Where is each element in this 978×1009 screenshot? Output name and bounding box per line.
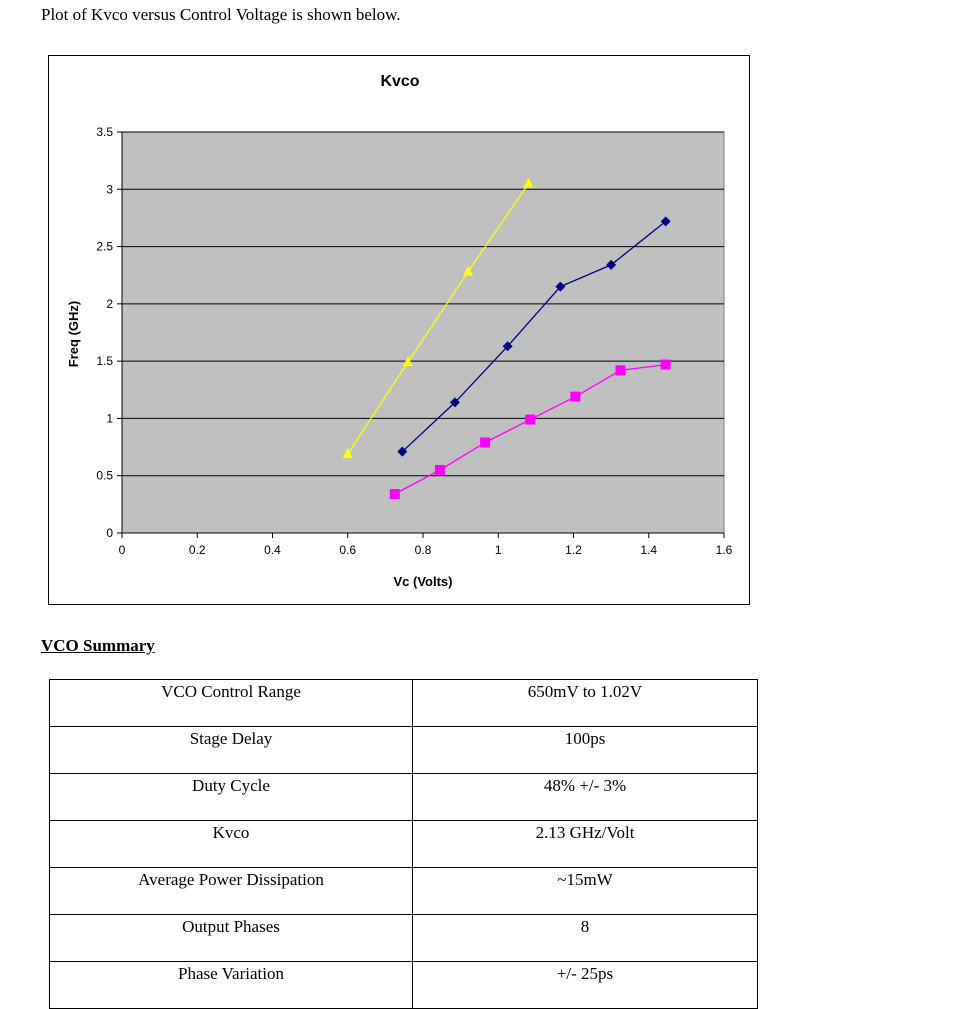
summary-title: VCO Summary [41,636,155,655]
row-label: Output Phases [50,915,413,962]
data-point [525,415,535,425]
x-tick-label: 0.6 [339,543,357,557]
row-value: +/- 25ps [413,962,758,1009]
table-row [50,868,758,915]
plot-area [122,132,724,533]
row-label: Average Power Dissipation [50,868,413,915]
intro-text: Plot of Kvco versus Control Voltage is shown below. [41,5,401,24]
row-label: Phase Variation [50,962,413,1009]
x-tick-label: 0.2 [188,543,206,557]
row-label: VCO Control Range [50,680,413,727]
y-tick-label: 1 [106,411,113,426]
data-point [661,360,671,370]
row-value: ~15mW [413,868,758,915]
chart-title: Kvco [380,73,420,90]
y-tick-label: 2.5 [96,239,113,254]
chart-svg [49,56,749,604]
table-row [50,821,758,868]
data-point [435,465,445,475]
x-axis-label: Vc (Volts) [393,574,453,589]
table-row [50,962,758,1009]
x-tick-label: 0.4 [264,543,281,557]
table-row [50,915,758,962]
y-tick-label: 0 [106,526,113,540]
table-row [50,680,758,727]
row-label: Duty Cycle [50,774,413,821]
data-point [570,392,580,402]
row-value: 650mV to 1.02V [413,680,758,727]
y-tick-label: 3.5 [96,125,113,139]
y-tick-label: 0.5 [96,468,113,483]
x-tick-label: 1.2 [565,543,582,557]
table-row [50,727,758,774]
y-tick-label: 1.5 [96,354,113,369]
data-point [616,365,626,375]
row-label: Stage Delay [50,727,413,774]
row-value: 2.13 GHz/Volt [413,821,758,868]
data-point [480,437,490,447]
kvco-chart [48,55,750,605]
row-label: Kvco [50,821,413,868]
row-value: 8 [413,915,758,962]
data-point [390,489,400,499]
y-tick-label: 2 [106,296,113,311]
y-axis-label: Freq (GHz) [66,300,81,368]
x-tick-label: 1.6 [715,543,733,557]
table-row [50,774,758,821]
x-tick-label: 0.8 [414,543,432,557]
row-value: 100ps [413,727,758,774]
summary-table [49,679,758,1009]
x-tick-label: 1 [494,543,502,557]
y-tick-label: 3 [106,182,113,197]
x-tick-label: 0 [118,543,126,557]
row-value: 48% +/- 3% [413,774,758,821]
x-tick-label: 1.4 [640,543,658,557]
